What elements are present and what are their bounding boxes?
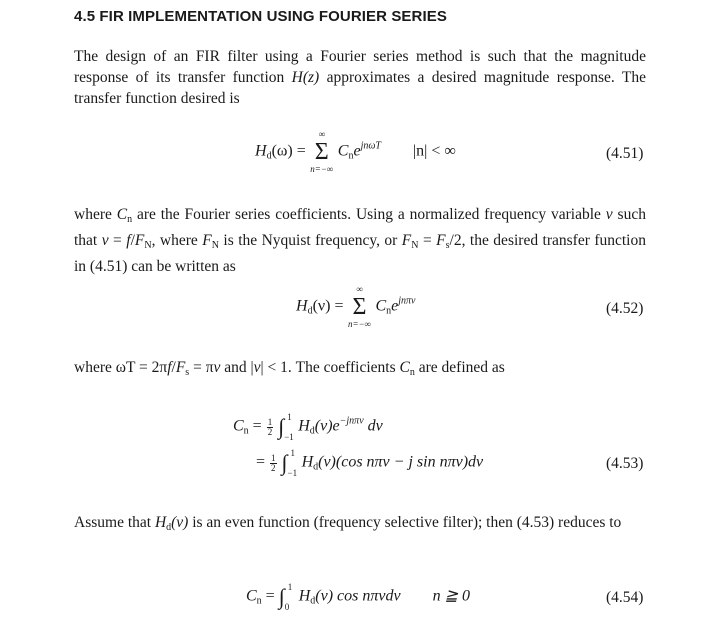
math-symbol: H (298, 587, 311, 605)
math-exponent: jnπν (398, 295, 416, 307)
text-run: Assume that (74, 514, 155, 531)
math-condition: n ≧ 0 (432, 587, 471, 605)
math-text: = (265, 587, 275, 605)
sum-lower-limit: n=−∞ (310, 164, 334, 174)
integral-lower-limit: −1 (284, 432, 294, 442)
math-text: = (256, 453, 266, 471)
math-symbol: C (337, 142, 349, 160)
math-text: (ν) = (312, 297, 344, 315)
text-run: where ωT = 2π (74, 359, 168, 376)
math-exponent: jnωT (360, 140, 381, 152)
math-sub: N (211, 240, 219, 251)
text-run: are the Fourier series coefficients. Using a normalized frequency variable (132, 206, 606, 223)
text-run: where (74, 206, 117, 223)
math-text: (ν)(cos nπν − j sin nπν)dν (318, 453, 484, 471)
paragraph-even-function (74, 512, 646, 538)
equation-4-52 (296, 284, 416, 329)
text-run: /2, the desired transfer function in (4.51) can be written as (74, 232, 646, 275)
math-hz: H(z) (291, 69, 320, 86)
text-run: / (171, 359, 176, 376)
fraction-denominator: 2 (271, 462, 276, 473)
text-run: is an even function (frequency selective filter); then (4.53) reduces to (188, 514, 622, 531)
equation-4-51 (255, 129, 456, 174)
text-run: , where (151, 232, 203, 249)
text-run: = (418, 232, 437, 249)
math-symbol: ν (253, 359, 261, 376)
math-sub: s (185, 367, 190, 378)
math-sub: d (307, 305, 313, 317)
math-symbol: F (175, 359, 186, 376)
math-sub: d (266, 150, 272, 162)
math-text: (ν) (171, 514, 189, 531)
paragraph-coefficients (74, 357, 646, 383)
math-sub: n (243, 425, 249, 437)
fraction-numerator: 1 (267, 416, 273, 427)
math-sub: N (144, 240, 152, 251)
math-symbol: C (233, 417, 244, 435)
equation-4-53-line-2 (256, 450, 483, 476)
text-run: / (130, 232, 135, 249)
math-sub: n (409, 367, 415, 378)
equation-4-53-line-1 (233, 414, 383, 440)
math-symbol: C (116, 206, 128, 223)
fraction-denominator: 2 (267, 426, 273, 437)
intro-paragraph (74, 46, 646, 109)
integral-lower-limit: −1 (287, 468, 298, 478)
summation-sign: ∞ Σ n=−∞ (310, 140, 334, 164)
math-symbol: F (401, 232, 412, 249)
math-symbol: ν (213, 359, 221, 376)
equation-number: (4.52) (606, 300, 644, 317)
math-symbol: F (134, 232, 145, 249)
text-run: The design of an FIR filter using a Fourier series method is such that the magnitude response of its transfer function (74, 48, 646, 86)
math-sub: n (386, 305, 392, 317)
math-symbol: F (202, 232, 212, 249)
math-sub: s (445, 240, 450, 251)
math-symbol: f (167, 359, 172, 376)
fraction-numerator: 1 (271, 452, 276, 463)
math-text: (ν) cos nπνdν (315, 587, 401, 605)
text-run: are defined as (414, 359, 505, 376)
math-symbol: H (296, 297, 308, 315)
text-run: = (108, 232, 127, 249)
math-text: (ν)e (314, 417, 340, 435)
math-symbol: f (126, 232, 131, 249)
equation-number: (4.51) (606, 145, 644, 162)
equation-number: (4.54) (606, 589, 644, 606)
math-condition: |n| < ∞ (412, 142, 456, 160)
integral-lower-limit: 0 (284, 602, 290, 612)
math-symbol: H (298, 417, 310, 435)
integral-sign: ∫ 1 0 (278, 582, 293, 612)
math-sub: n (348, 150, 354, 162)
fraction-one-half (270, 454, 277, 473)
integral-sign: ∫ 1 −1 (281, 448, 298, 478)
math-sub: N (411, 240, 419, 251)
math-text: dν (363, 417, 383, 435)
text-run: approximates a desired magnitude response. The transfer function desired is (74, 69, 646, 107)
math-symbol: e (353, 142, 361, 160)
paragraph-normalized-frequency (74, 204, 646, 277)
equation-4-54 (246, 584, 470, 610)
sum-lower-limit: n=−∞ (347, 319, 372, 329)
text-run: is the Nyquist frequency, or (218, 232, 402, 249)
math-sub: d (310, 595, 316, 607)
math-symbol: F (436, 232, 446, 249)
text-run: = π (189, 359, 214, 376)
math-symbol: ν (101, 232, 109, 249)
math-symbol: C (375, 297, 387, 315)
section-heading: 4.5 FIR IMPLEMENTATION USING FOURIER SERIES (74, 8, 447, 25)
equation-number: (4.53) (606, 455, 644, 472)
math-exponent: −jnπν (339, 415, 364, 427)
math-symbol: e (391, 297, 399, 315)
math-symbol: C (399, 359, 410, 376)
math-symbol: H (301, 453, 314, 471)
text-run: | < 1. The coefficients (260, 359, 400, 376)
math-symbol: ν (605, 206, 613, 223)
math-symbol: H (255, 142, 267, 160)
integral-upper-limit: 1 (287, 582, 293, 592)
math-symbol: C (246, 587, 257, 605)
math-sub: n (127, 214, 133, 225)
sum-upper-limit: ∞ (356, 284, 363, 294)
fraction-one-half (267, 418, 274, 437)
sum-upper-limit: ∞ (318, 129, 325, 139)
integral-upper-limit: 1 (290, 448, 296, 458)
integral-upper-limit: 1 (287, 412, 292, 422)
math-symbol: H (154, 514, 167, 531)
math-text: (ω) = (271, 142, 306, 160)
math-sub: d (166, 522, 172, 533)
text-run: and | (220, 359, 254, 376)
summation-sign: ∞ Σ n=−∞ (347, 295, 371, 319)
math-text: = (252, 417, 262, 435)
math-sub: n (256, 595, 262, 607)
math-sub: d (309, 425, 315, 437)
integral-sign: ∫ 1 −1 (278, 412, 294, 442)
math-sub: d (313, 461, 319, 473)
text-run: such that (74, 206, 646, 249)
